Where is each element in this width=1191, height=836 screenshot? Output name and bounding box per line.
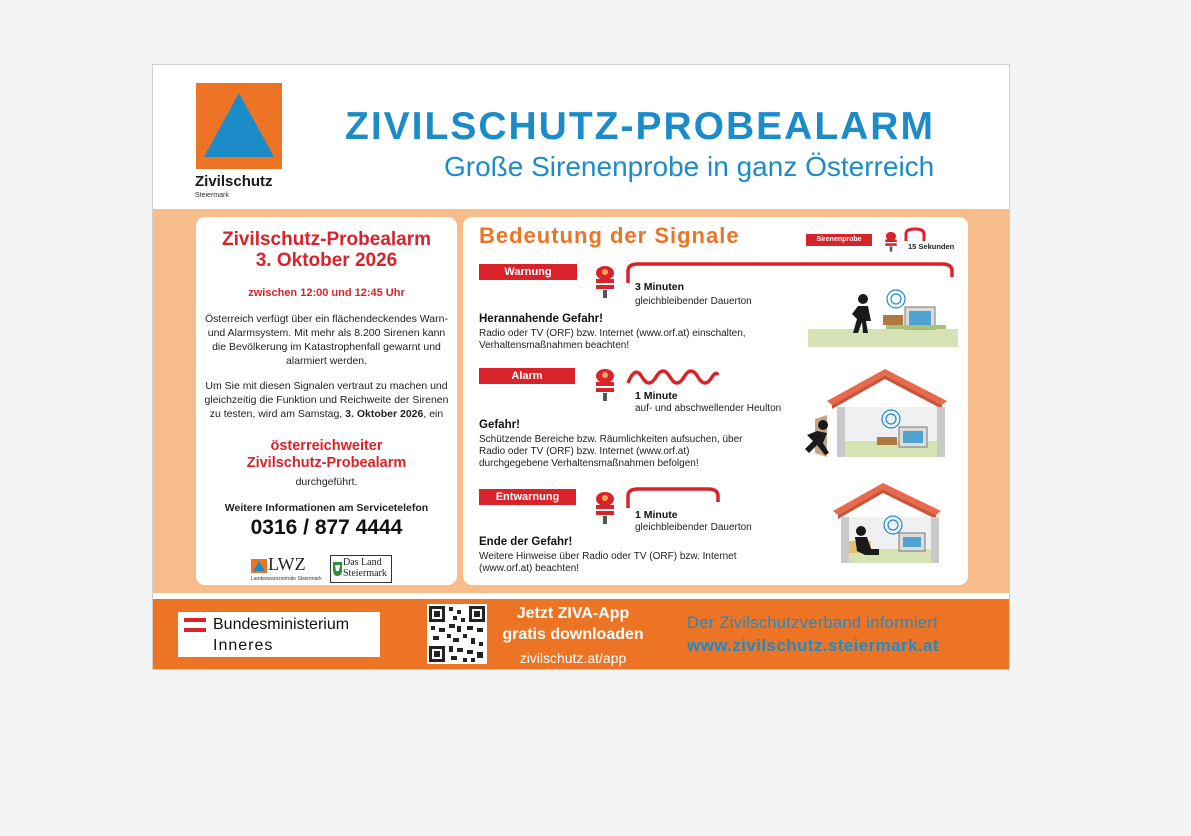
alarm-description: auf- und abschwellender Heulton [635, 403, 782, 414]
siren-small-icon [884, 231, 898, 253]
app-url-link[interactable]: zivilschutz.at/app [519, 650, 627, 666]
signals-card [463, 217, 968, 585]
info-title: Zivilschutz-Probealarm [221, 229, 432, 250]
info-time: zwischen 12:00 und 12:45 Uhr [248, 287, 405, 299]
header [153, 65, 1009, 209]
bmi-line-1: Bundesministerium [213, 616, 350, 633]
alarm-heading: Gefahr! [479, 419, 520, 431]
warnung-text: Radio oder TV (ORF) bzw. Internet (www.orf.at) einschalten, Verhaltensmaßnahmen beachten! [479, 328, 746, 351]
siren-icon [594, 265, 616, 299]
info-card [196, 217, 457, 585]
app-line-1: Jetzt ZIVA-App [516, 605, 630, 622]
qr-code[interactable] [427, 604, 487, 664]
info-paragraph-2-end: , ein [423, 408, 444, 420]
zivilschutz-logo [196, 83, 282, 169]
page-title: ZIVILSCHUTZ-PROBEALARM [345, 105, 935, 148]
content-area [153, 209, 1009, 593]
dauerton-long-curve-icon [625, 261, 955, 283]
sirenenprobe-duration: 15 Sekunden [908, 242, 955, 251]
siren-icon [594, 368, 616, 402]
land-steiermark-logo [330, 555, 392, 583]
entwarnung-duration: 1 Minute [635, 509, 678, 521]
heulton-wave-icon [625, 363, 721, 391]
bmi-logo [178, 612, 380, 657]
siren-icon [594, 491, 616, 525]
triangle-logo-icon [196, 83, 282, 169]
app-line-2: gratis downloaden [502, 626, 644, 643]
info-red-line-2: Zivilschutz-Probealarm [246, 455, 407, 471]
warnung-description: gleichbleibender Dauerton [635, 296, 752, 307]
entwarnung-text: Weitere Hinweise über Radio oder TV (ORF) bzw. Internet (www.orf.at) beachten! [479, 551, 737, 574]
land-text: Das Land Steiermark [343, 557, 387, 579]
info-date: 3. Oktober 2026 [255, 250, 398, 271]
warnung-tag: Warnung [479, 264, 577, 280]
alarm-text: Schützende Bereiche bzw. Räumlichkeiten aufsuchen, über Radio oder TV (ORF) bzw. Internet (www.orf.at) durchgegebene Verhaltensmaßnahmen befolgen! [479, 434, 743, 469]
alarm-duration: 1 Minute [635, 390, 678, 402]
info-red-line-1: österreichweiter [270, 438, 383, 454]
bmi-line-2: Inneres [213, 637, 274, 654]
lwz-text: LWZ [268, 554, 306, 574]
house-running-person-illustration [797, 361, 957, 461]
info-paragraph-2-date: 3. Oktober 2026 [345, 408, 424, 420]
warnung-duration: 3 Minuten [635, 281, 684, 293]
austria-flag-icon [184, 618, 206, 632]
lwz-triangle-icon [251, 559, 267, 573]
qr-code-icon [427, 604, 487, 664]
info-paragraph-2-text: Um Sie mit diesen Signalen vertraut zu machen und gleichzeitig die Funktion und Reichweite der Sirenen zu testen, wird am Samstag, [204, 380, 449, 420]
lwz-subtext: Landeswarnzentrale Steiermark [251, 576, 322, 582]
signals-title: Bedeutung der Signale [479, 223, 740, 248]
person-radio-illustration [808, 289, 958, 347]
website-link[interactable]: www.zivilschutz.steiermark.at [687, 636, 939, 655]
service-phone-number: 0316 / 877 4444 [250, 516, 403, 539]
footer [153, 599, 1009, 669]
dauerton-short-curve-icon [625, 486, 723, 508]
poster [152, 64, 1010, 670]
house-sitting-person-illustration [823, 481, 958, 565]
probe-signal-curve-icon [904, 227, 926, 241]
sirenenprobe-tag: Sirenenprobe [806, 234, 872, 246]
entwarnung-tag: Entwarnung [479, 489, 576, 505]
entwarnung-description: gleichbleibender Dauerton [635, 522, 752, 533]
app-promo [489, 603, 657, 645]
info-paragraph-1: Österreich verfügt über ein flächendeckendes Warn- und Alarmsystem. Mit mehr als 8.200 Sirenen kann die Bevölkerung im Katastrophenfall gewarnt und alarmiert werden. [205, 313, 448, 367]
info-paragraph-2 [202, 379, 451, 421]
alarm-tag: Alarm [479, 368, 575, 384]
logo-name: Zivilschutz [195, 173, 273, 190]
warnung-heading: Herannahende Gefahr! [479, 313, 603, 325]
info-done: durchgeführt. [295, 476, 358, 488]
entwarnung-heading: Ende der Gefahr! [479, 536, 573, 548]
logo-sub: Steiermark [195, 192, 229, 199]
service-phone-label: Weitere Informationen am Servicetelefon [224, 502, 429, 514]
zivilschutzverband-label: Der Zivilschutzverband informiert [687, 614, 939, 632]
imprint-text [183, 389, 189, 579]
coat-of-arms-icon [333, 562, 342, 576]
page-subtitle: Große Sirenenprobe in ganz Österreich [444, 151, 935, 182]
lwz-logo [251, 555, 329, 583]
